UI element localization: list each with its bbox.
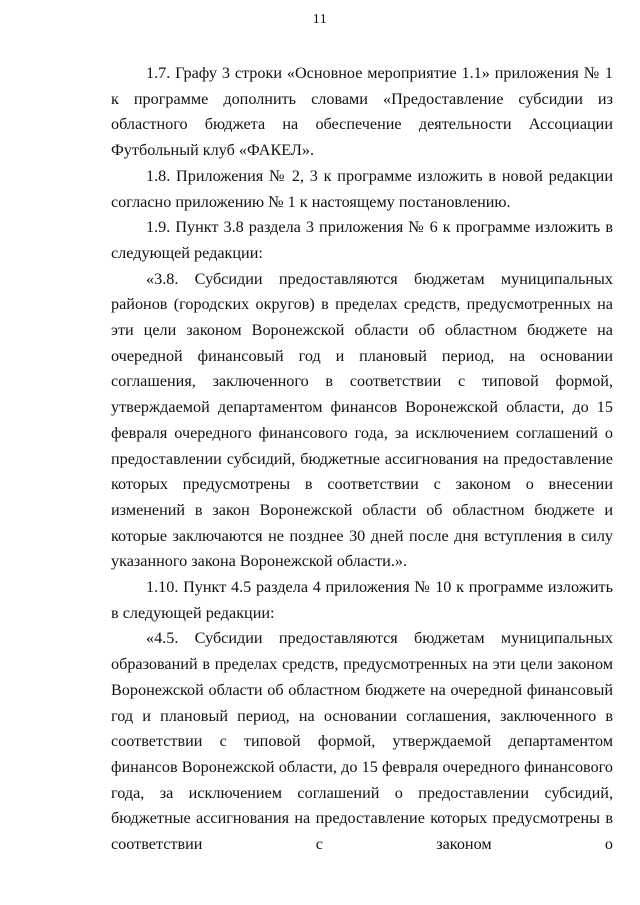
page-number: 11 [312, 12, 328, 27]
paragraph-1-9: 1.9. Пункт 3.8 раздела 3 приложения № 6 к программе изложить в следующей редакции: [111, 218, 613, 262]
paragraph-1-8: 1.8. Приложения № 2, 3 к программе изложить в новой редакции согласно приложению № 1 к настоящему постановлению. [111, 166, 613, 211]
document-body [111, 61, 613, 858]
paragraph-1-7: 1.7. Графу 3 строки «Основное мероприятие 1.1» приложения № 1 к программе дополнить словами «Предоставление субсидии из областного бюджета на обеспечение деятельности Ассоциации Футбольный клуб «ФАКЕЛ». [111, 64, 613, 160]
paragraph-4-5-quote: «4.5. Субсидии предоставляются бюджетам муниципальных образований в пределах средств, предусмотренных на эти цели законом Воронежской области об областном бюджете на очередной финансовый год и плановый период, на основании соглашения, заключенного в соответствии с типовой формой, утверждаемой департаментом финансов Воронежской области, до 15 февраля очередного финансового года, за исключением соглашений о предоставлении субсидий, бюджетные ассигнования на предоставление которых предусмотрены в соответствии с законом о [111, 629, 613, 854]
paragraph-1-10: 1.10. Пункт 4.5 раздела 4 приложения № 10 к программе изложить в следующей редакции: [111, 578, 613, 622]
paragraph-3-8-quote: «3.8. Субсидии предоставляются бюджетам муниципальных районов (городских округов) в пределах средств, предусмотренных на эти цели законом Воронежской области об областном бюджете на очередной финансовый год и плановый период, на основании соглашения, заключенного в соответствии с типовой формой, утверждаемой департаментом финансов Воронежской области, до 15 февраля очередного финансового года, за исключением соглашений о предоставлении субсидий, бюджетные ассигнования на предоставление которых предусмотрены в соответствии с законом о внесении изменений в закон Воронежской области об областном бюджете и которые заключаются не позднее 30 дней после дня вступления в силу указанного закона Воронежской области.». [111, 269, 613, 571]
